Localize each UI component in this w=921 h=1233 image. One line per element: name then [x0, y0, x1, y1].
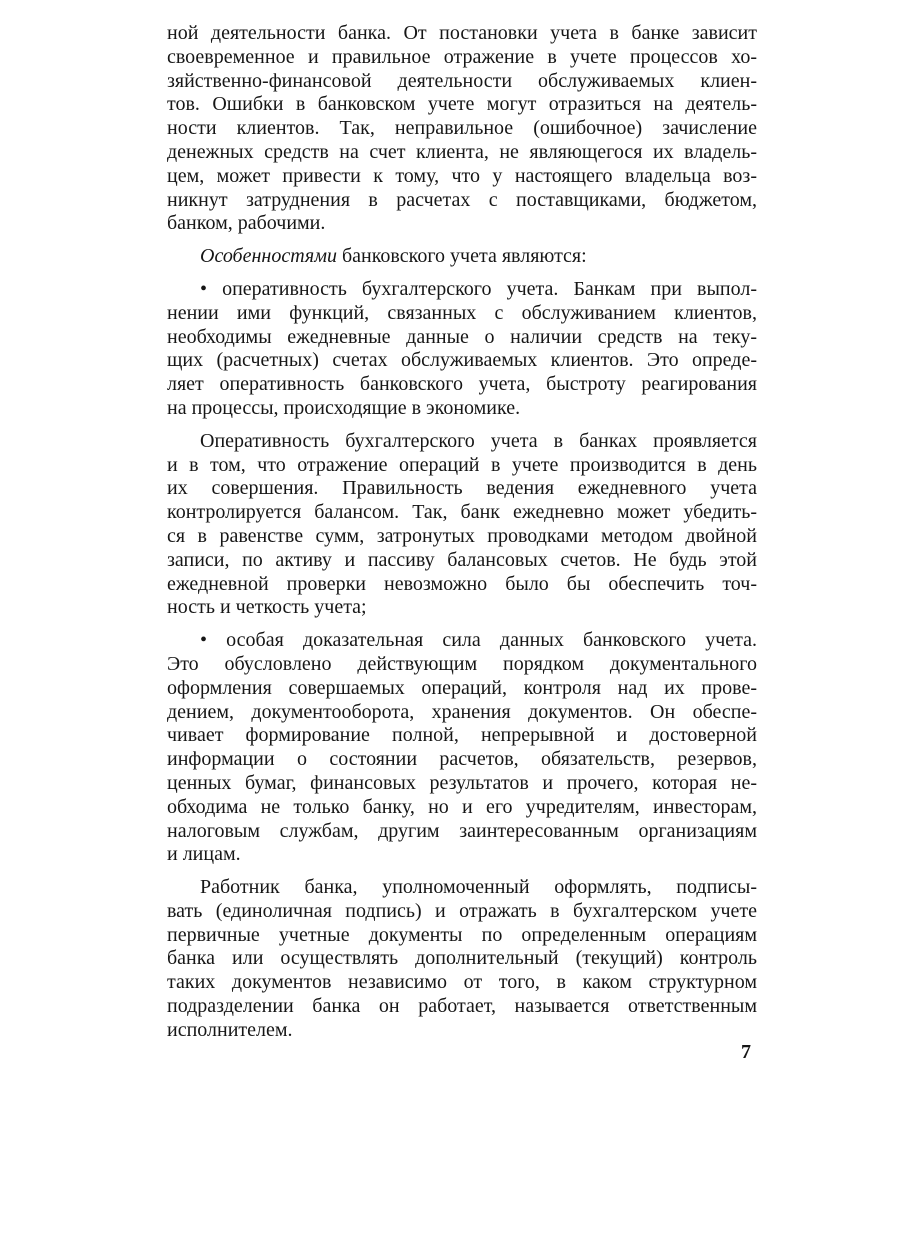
- text-line: цем, может привести к тому, что у настоящего владельца воз-: [167, 164, 757, 187]
- text-line: необходимы ежедневные данные о наличии средств на теку-: [167, 325, 757, 348]
- text-line: дением, документооборота, хранения документов. Он обеспе-: [167, 700, 757, 723]
- paragraph-responsible-executor: [167, 876, 757, 1043]
- text-line: • особая доказательная сила данных банковского учета.: [200, 629, 757, 652]
- text-line: ся в равенстве сумм, затронутых проводками методом двойной: [167, 524, 757, 547]
- paragraph-bullet-efficiency: [167, 278, 757, 421]
- text-line: банком, рабочими.: [167, 212, 326, 235]
- paragraph-features-heading: [167, 245, 757, 269]
- text-line: • оперативность бухгалтерского учета. Банкам при выпол-: [200, 277, 757, 300]
- text-line: налоговым службам, другим заинтересованным организациям: [167, 819, 757, 842]
- text-line: контролируется балансом. Так, банк ежедневно может убедить-: [167, 501, 757, 524]
- paragraph-intro: [167, 22, 757, 236]
- page-body: [167, 22, 757, 1043]
- text-line: ной деятельности банка. От постановки учета в банке зависит: [167, 22, 757, 44]
- text-line: денежных средств на счет клиента, не являющегося их владель-: [167, 140, 757, 163]
- text-line: нении ими функций, связанных с обслуживанием клиентов,: [167, 301, 757, 324]
- text-line: ности клиентов. Так, неправильное (ошибочное) зачисление: [167, 117, 757, 140]
- text-line: ность и четкость учета;: [167, 596, 367, 619]
- text-line: ценных бумаг, финансовых результатов и прочего, которая не-: [167, 771, 757, 794]
- text-line: на процессы, происходящие в экономике.: [167, 396, 521, 419]
- text-line: щих (расчетных) счетах обслуживаемых клиентов. Это опреде-: [167, 349, 757, 372]
- text-line: их совершения. Правильность ведения ежедневного учета: [167, 477, 757, 500]
- page-number: 7: [741, 1041, 751, 1063]
- text-line: своевременное и правильное отражение в учете процессов хо-: [167, 45, 757, 68]
- heading-rest: банковского учета являются:: [336, 245, 587, 268]
- text-line: подразделении банка он работает, называется ответственным: [167, 995, 757, 1018]
- paragraph-efficiency-detail: [167, 430, 757, 620]
- text-line: оформления совершаемых операций, контроля над их прове-: [167, 676, 757, 699]
- emphasis-term: Особенностями: [200, 245, 337, 268]
- text-line: ляет оперативность банковского учета, быстроту реагирования: [167, 373, 757, 396]
- text-line: и в том, что отражение операций в учете производится в день: [167, 453, 757, 476]
- text-line: тов. Ошибки в банковском учете могут отразиться на деятель-: [167, 93, 757, 116]
- text-line: вать (единоличная подпись) и отражать в бухгалтерском учете: [167, 899, 757, 922]
- paragraph-bullet-evidence: [167, 629, 757, 867]
- text-line: Работник банка, уполномоченный оформлять, подписы-: [200, 876, 757, 899]
- text-line: исполнителем.: [167, 1018, 293, 1041]
- text-line: и лицам.: [167, 843, 241, 866]
- text-line: первичные учетные документы по определенным операциям: [167, 923, 757, 946]
- text-line: таких документов независимо от того, в каком структурном: [167, 971, 757, 994]
- text-line: информации о состоянии расчетов, обязательств, резервов,: [167, 748, 757, 771]
- text-line: банка или осуществлять дополнительный (текущий) контроль: [167, 947, 757, 970]
- text-line: никнут затруднения в расчетах с поставщиками, бюджетом,: [167, 188, 757, 211]
- text-line: Это обусловлено действующим порядком документального: [167, 652, 757, 675]
- text-line: зяйственно-финансовой деятельности обслуживаемых клиен-: [167, 69, 757, 92]
- text-line: [167, 245, 757, 269]
- text-line: обходима не только банку, но и его учредителям, инвесторам,: [167, 795, 757, 818]
- text-line: ежедневной проверки невозможно было бы обеспечить точ-: [167, 572, 757, 595]
- text-line: Оперативность бухгалтерского учета в банках проявляется: [200, 429, 757, 452]
- text-line: записи, по активу и пассиву балансовых счетов. Не будь этой: [167, 548, 757, 571]
- text-line: чивает формирование полной, непрерывной и достоверной: [167, 724, 757, 747]
